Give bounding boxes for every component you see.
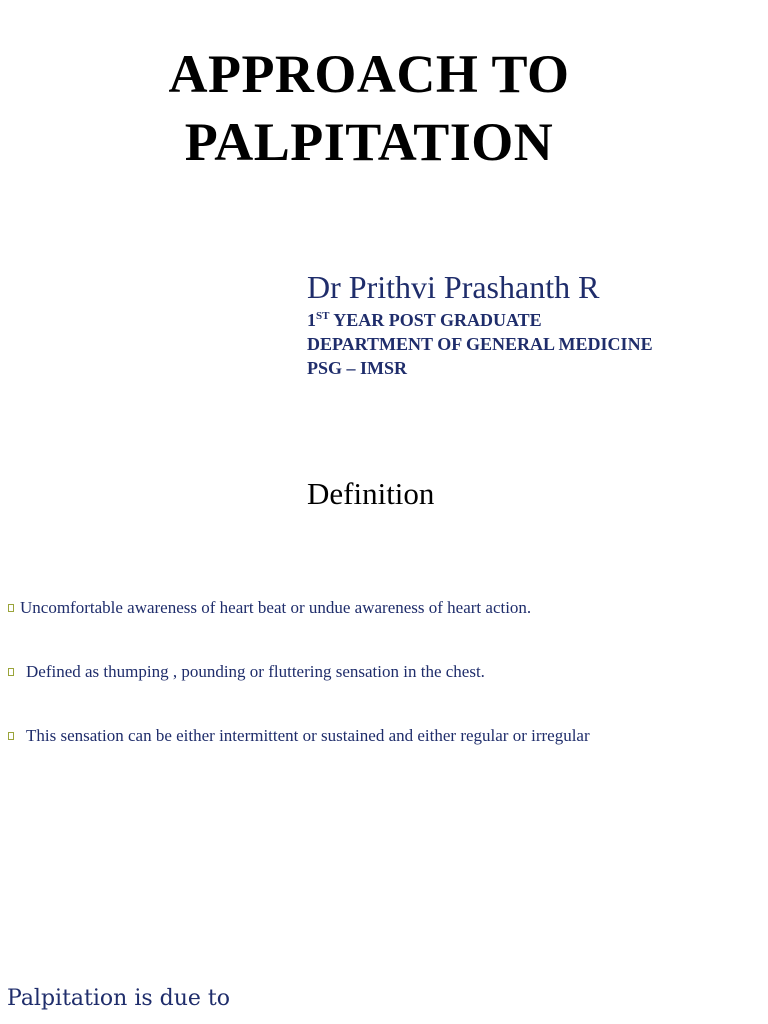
- square-bullet-icon: [8, 732, 14, 740]
- author-department: DEPARTMENT OF GENERAL MEDICINE: [307, 334, 653, 354]
- page-title: [0, 40, 738, 176]
- title-line-2: PALPITATION: [184, 112, 554, 172]
- list-item-text: Defined as thumping , pounding or fluttering sensation in the chest.: [26, 662, 485, 681]
- author-block: [307, 268, 653, 380]
- author-institute: PSG – IMSR: [307, 358, 408, 378]
- author-year-prefix: 1: [307, 310, 316, 330]
- list-item-text: This sensation can be either intermittent or sustained and either regular or irregular: [26, 726, 590, 745]
- square-bullet-icon: [8, 668, 14, 676]
- definition-heading: Definition: [307, 476, 435, 511]
- square-bullet-icon: [8, 604, 14, 612]
- list-item: [8, 596, 531, 620]
- author-year-rest: YEAR POST GRADUATE: [329, 310, 542, 330]
- next-section-heading: Palpitation is due to: [7, 986, 230, 1011]
- list-item-text: Uncomfortable awareness of heart beat or undue awareness of heart action.: [20, 598, 532, 617]
- list-item: [8, 660, 485, 684]
- list-item: [8, 724, 590, 748]
- title-line-1: APPROACH TO: [168, 44, 570, 104]
- author-year-suffix: ST: [316, 310, 330, 322]
- author-year: [307, 308, 653, 332]
- author-name: Dr Prithvi Prashanth R: [307, 269, 600, 305]
